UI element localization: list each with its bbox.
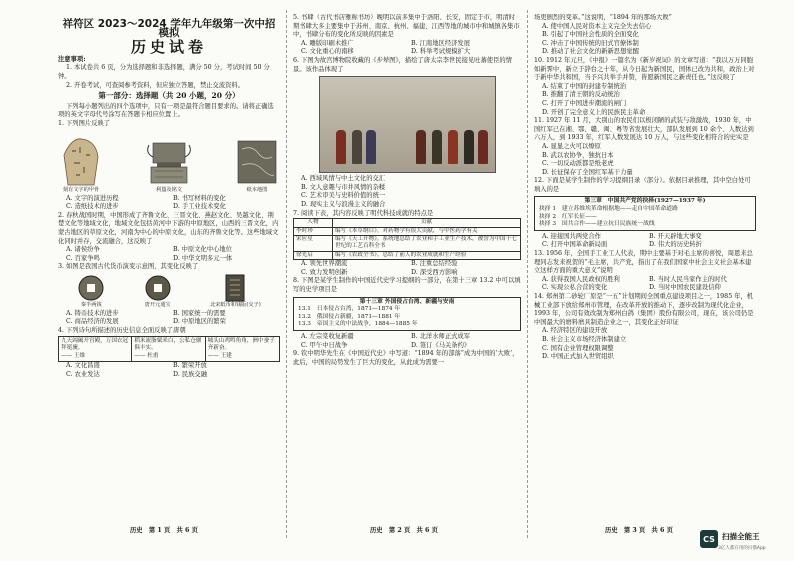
table-cell: 编写《农政全书》，总结了前人的农业成就和生产经验 [333, 251, 521, 259]
painting-figure [416, 130, 426, 164]
q13-option-a[interactable]: A. 获得我国人民政权的胜利 [542, 275, 620, 283]
q10-option-c[interactable]: C. 打开了中国进步潮流的闸门 [542, 99, 627, 107]
q14-option-a[interactable]: A. 经济特区的建设开放 [542, 327, 608, 335]
q4-option-d[interactable]: D. 民族交融 [173, 370, 208, 378]
section-1-title: 第一部分：选择题（共 20 小题，20 分） [98, 91, 240, 101]
q7-options [301, 260, 521, 277]
q5-option-d[interactable]: D. 科举考试规模扩大 [411, 48, 471, 56]
q1-option-d[interactable]: D. 手工业技术变化 [173, 203, 226, 211]
painting-figure [366, 130, 376, 164]
q5-option-c[interactable]: C. 文化重心的南移 [301, 48, 354, 56]
q12-option-a[interactable]: A. 迎接国共两党合作 [542, 232, 601, 240]
q4-option-a[interactable]: A. 文化昌盛 [66, 362, 100, 370]
painting-figure [336, 130, 346, 164]
table-row [294, 251, 521, 259]
table-row [294, 235, 521, 251]
q5-options [301, 40, 521, 57]
question-9: 9. 钦中明华先生在《中国近代史》中写道：“1894 年的部落”成为中国的‘大败’，此后，中国的局势发生了巨大的变化，从此成为需要一 [293, 350, 519, 366]
caption-jiaozi: 北宋纸币和钱版(交子) [210, 301, 261, 308]
q11-option-b[interactable]: B. 武以农协争，独抗日本 [542, 151, 614, 159]
q9-option-d[interactable]: D. 推动了社会文化的新新思想觉醒 [542, 48, 639, 56]
q1-option-a[interactable]: A. 文字的演进历程 [66, 194, 119, 202]
question-2: 2. 春秋战国时期，中国形成了齐鲁文化、三晋文化、燕赵文化、吴越文化、荆楚文化等地域文化，地域文化包括黄河中下游的中原地区，山西的三晋文化，内蒙古地区的草原文化，河南为中心的中原文化，山东的齐鲁文化等。这些地域文化同时并存，交流融合，这反映了 [58, 211, 279, 245]
q10-option-b[interactable]: B. 推翻了清王朝的反动统治 [542, 91, 620, 99]
question-10: 10. 1912 年元旦，《中报》一篇名为《新岁祝词》的文章写道：“我以万万同胞如新霁中，新立于辞台之十年，从今日起为新国民，国体已改为共和，政治上对于新中华共和国，当予兴共举手并赞，皆愿新国民之新责任也。”这反映了 [534, 56, 755, 82]
caption-paper-map: 纸本地图 [246, 186, 268, 193]
table-cell: 编写《天工开物》，系统地总结了农业和手工业生产技术，被誉为中国十七世纪的工艺百科全书 [333, 235, 521, 251]
q11-option-a[interactable]: A. 显显之火可以燎原 [542, 142, 601, 150]
paper-map-image [234, 135, 280, 193]
camscanner-tagline: 3亿人都在用的扫描App [718, 546, 766, 551]
poem-cell [132, 337, 205, 362]
column-1 [58, 14, 280, 534]
q13-option-d[interactable]: D. 当时中国农民建设信仰 [649, 284, 721, 292]
painting-figure [352, 130, 362, 164]
q12-option-d[interactable]: D. 伟大的历史转折 [649, 241, 702, 249]
outline-item: 抉择 2 红军长征—— [539, 213, 597, 220]
table-header: 贡献 [333, 219, 521, 227]
q8-options [301, 333, 521, 350]
page-footer-1: 历史 第 1 页 共 6 页 [130, 527, 198, 534]
q10-option-d[interactable]: D. 开创了完全意义上的民族民主革命 [542, 108, 646, 116]
q7-option-d[interactable]: D. 深受西方影响 [411, 268, 458, 276]
q12-options [542, 233, 756, 250]
q4-options [66, 362, 280, 379]
table-header: 人物 [294, 219, 333, 227]
question-5: 5. 书肆（古代书店雅称书坊）晚明以前多集中于洛阳、长安，固定于市，明清时期书肆大多主要集中于苏州、南京、杭州、福建、江西等地的城市中和城镇各集市中，书肆分布的变化所反映的因素是 [293, 14, 520, 39]
q11-options [542, 143, 756, 177]
q11-option-c[interactable]: C. 一切反动派都是纸老虎 [542, 160, 614, 168]
poem-author: —— 王建 [207, 352, 232, 359]
question-13: 13. 1956 年，全国手工业工人代表，期中主要基于对毛主席的喜悦，周恩来总理同志发来祝贺的“毛主席，共产党，指出了在我们国家中社会主义社会基本建立这样方面的重大意义”说明 [534, 250, 753, 275]
table-header-row [294, 219, 521, 227]
outline-item: 抉择 3 国共合作——建立抗日民族统一战线 [539, 221, 655, 228]
q2-options [66, 246, 280, 263]
outline-item: 13.2 俄国侵占新疆，1871—1881 年 [298, 313, 401, 320]
q3-option-a[interactable]: A. 铸币技术的进步 [66, 309, 119, 317]
table-cell: 徐光启 [294, 251, 333, 259]
q8-option-d[interactable]: D. 签订《马关条约》 [411, 341, 471, 349]
q12-option-b[interactable]: B. 开天辟地大事变 [649, 232, 702, 240]
question-3: 3. 如图是我国古代货币演变示意图，其变化反映了 [58, 263, 199, 271]
poem-cell [59, 337, 132, 362]
poem-cell [206, 337, 279, 362]
bunian-painting-image [319, 76, 496, 173]
table-cell: 李时珍 [294, 227, 333, 235]
q2-option-c[interactable]: C. 百家争鸣 [66, 254, 100, 262]
q14-option-d[interactable]: D. 中国正式加入世贸组织 [542, 353, 614, 361]
jiaozi-image [210, 274, 261, 308]
section-1-intro: 下列每小题列出的四个选项中，只有一项是最符合题目要求的。请将正确选项的英文字母代号涂写在答题卡相应位置上。 [58, 102, 274, 119]
painting-figure [432, 130, 442, 164]
note-2: 2. 开卷考试，可查阅参考资料，但应独立答题，禁止交流资料。 [66, 81, 245, 89]
caption-oracle-bone: 刻有文字的甲骨 [62, 186, 100, 193]
note-1: 1. 本试卷共 6 页，分为选择题和非选择题，满分 50 分，考试时间 50 分钟。 [58, 64, 270, 80]
q5-option-b[interactable]: B. 江南地区经济发展 [411, 39, 471, 47]
q3-option-d[interactable]: D. 中原地区的繁荣 [173, 318, 226, 326]
q8-outline-box [293, 297, 521, 331]
oracle-bone-image [58, 135, 104, 193]
q1-option-c[interactable]: C. 造纸技术的进步 [66, 203, 119, 211]
q13-option-b[interactable]: B. 当时人民当家作主的时代 [649, 275, 727, 283]
question-14: 14. 郑州第二砂轮厂原是“一五”计划期间全国重点建设项目之一，1985 年，机械工业部下放给郑州市管理，在改革开放的推动下，逐步改制为现代化企业，1993 年，公司有效改制为郑州白鸽（集团）股份有限公司，现在，该公司仍是中国最大的磨料磨具制造企业之一，其变化正好印证 [534, 293, 754, 326]
question-8: 8. 下图是某学生制作的中国近代史学习提纲的一部分，在第十三章 13.2 中可以填写的史学项目是 [293, 277, 521, 293]
q12-outline-box [534, 196, 756, 230]
table-row [294, 227, 521, 235]
poem-text: 稻米流脂粟米白，公私仓廪俱丰实。 [134, 337, 202, 352]
q7-option-c[interactable]: C. 致力发明创新 [301, 268, 348, 276]
camscanner-name: 扫描全能王 [722, 532, 760, 541]
q9-options [542, 23, 756, 57]
q14-option-b[interactable]: B. 社会主义市场经济体制建立 [542, 335, 627, 343]
outline-item: 13.3 帝国主义的中法战争，1884—1885 年 [298, 321, 418, 328]
question-12: 12. 下面是某学生制作的学习提纲目录（部分）。依据目录推理，其中空白处可填入的是 [534, 177, 751, 193]
q6-option-d[interactable]: D. 现实主义与浪漫主义的融合 [301, 200, 386, 208]
q13-option-c[interactable]: C. 实现公私合营的变化 [542, 284, 608, 292]
q1-options [66, 195, 280, 212]
q5-option-a[interactable]: A. 雕版印刷术推广 [301, 39, 354, 47]
q9-option-a[interactable]: A. 使中国人民对资本主义完全失去信心 [542, 22, 652, 30]
outline-title: 第十三章 外国侵占台湾、新疆与安南 [359, 298, 455, 305]
q2-option-a[interactable]: A. 诸侯纷争 [66, 246, 100, 254]
painting-figure [448, 130, 458, 164]
q14-option-c[interactable]: C. 国有企业管理权限调整 [542, 344, 614, 352]
q14-options [542, 327, 756, 361]
question-1: 1. 下列图片反映了 [58, 119, 111, 127]
caption-ban-liang: 秦半两钱 [80, 301, 102, 308]
ban-liang-coin-image [77, 274, 105, 308]
q3-options [66, 310, 280, 327]
caption-kaiyuan: 唐开元通宝 [144, 301, 171, 308]
q7-option-b[interactable]: B. 注重总结经验 [411, 260, 458, 268]
question-4: 4. 下列诗句所描述的历史信息全面反映了唐朝 [58, 327, 186, 335]
q6-option-b[interactable]: B. 文人意趣与市井风情的杂糅 [301, 183, 386, 191]
q4-option-c[interactable]: C. 农业发达 [66, 370, 100, 378]
camscanner-logo-icon: CS [700, 530, 718, 548]
q3-option-c[interactable]: C. 商品经济的发展 [66, 318, 119, 326]
q3-option-b[interactable]: B. 国家统一的需要 [173, 309, 226, 317]
q2-option-d[interactable]: D. 中华文明多元一体 [173, 254, 233, 262]
poem-text: 城头山鸡鸣角角，洲中蚕子齐新奋。 [207, 337, 275, 352]
question-11: 11. 1927 年 11 月，大别山的农民们以极闭陋的武装与敌激战，1930 年，中国红军已在湘、鄂、赣、闽、粤等省发展壮大，部队发展到 10 余个、人数达到六万人，到 1933 年，红军人数发展达 10 万人，与这些变化相符合的史实是 [534, 117, 754, 142]
q9-option-b[interactable]: B. 引起了中国社会性质的全面变化 [542, 31, 639, 39]
q6-options [301, 175, 521, 209]
page-footer-3: 历史 第 3 页 共 6 页 [605, 527, 673, 534]
q9-option-c[interactable]: C. 冲击了中国传统的旧式官僚体制 [542, 39, 639, 47]
question-6: 6. 下图为故宫博物院收藏的《步辇图》，描绘了唐太宗李世民接见吐蕃使臣的情景。该作品体现了 [293, 56, 512, 73]
q12-option-c[interactable]: C. 打开中国革命新局面 [542, 241, 608, 249]
poem-table [58, 336, 280, 363]
column-divider [286, 10, 287, 538]
q3-images [58, 274, 280, 308]
table-cell: 宋应星 [294, 235, 333, 251]
q1-images [58, 131, 280, 193]
q10-option-a[interactable]: A. 结束了中国的封建专制统治 [542, 82, 627, 90]
question-7: 7. 阅读下表，其内容反映了明代科技成就的特点是 [293, 209, 434, 217]
outline-title: 第三章 中国共产党的抉择(1927—1937 年) [584, 198, 706, 205]
q1-option-b[interactable]: B. 书写材料的变化 [173, 194, 226, 202]
q13-options [542, 276, 756, 293]
table-cell: 编写《本草纲目》，对药物学有很大贡献，与中医药学有关 [333, 227, 521, 235]
column-3 [534, 14, 756, 534]
painting-figure [464, 130, 474, 164]
q4-option-b[interactable]: B. 繁荣开放 [173, 362, 207, 370]
outline-item: 抉择 1 建立苏维埃革命根据地——走自中国革命道路 [539, 206, 678, 213]
poem-text: 九天阊阖开宫殿，万国衣冠拜冕旒。 [61, 337, 129, 352]
q6-option-a[interactable]: A. 西域风情与中土文化的交汇 [301, 175, 386, 183]
subject-title: 历史试卷 [130, 38, 207, 57]
question-9-continued: 场更剧烈的变革。”这说明，“1894 年的那场大败” [534, 14, 672, 21]
q2-option-b[interactable]: B. 中原文化中心地位 [173, 246, 233, 254]
q6-option-c[interactable]: C. 艺术审美与史料价值的统一 [301, 192, 386, 200]
caption-li-gui: 利簋及铭文 [156, 186, 182, 193]
q7-option-a[interactable]: A. 领先世界潮流 [301, 260, 348, 268]
poem-author: —— 王维 [61, 352, 86, 359]
column-2 [293, 14, 521, 534]
page-footer-2: 历史 第 2 页 共 6 页 [370, 527, 438, 534]
painting-figure [478, 130, 488, 164]
q8-option-a[interactable]: A. 左宗棠收复新疆 [301, 332, 354, 340]
q10-options [542, 83, 756, 117]
q7-table [293, 218, 521, 260]
notes-label: 注意事项: [58, 55, 86, 63]
column-divider [527, 10, 528, 538]
outline-item: 13.1 日本侵占台湾，1871—1874 年 [298, 306, 401, 313]
poem-author: —— 杜甫 [134, 352, 159, 359]
exam-title: 祥符区 2023～2024 学年九年级第一次中招模拟 [62, 18, 276, 39]
q8-option-b[interactable]: B. 北洋水师正式成军 [411, 332, 471, 340]
li-gui-image [143, 135, 195, 193]
q8-option-c[interactable]: C. 甲午中日战争 [301, 341, 348, 349]
q11-option-d[interactable]: D. 长征保存了全国红军基干力量 [542, 168, 633, 176]
kaiyuan-coin-image [144, 274, 172, 308]
